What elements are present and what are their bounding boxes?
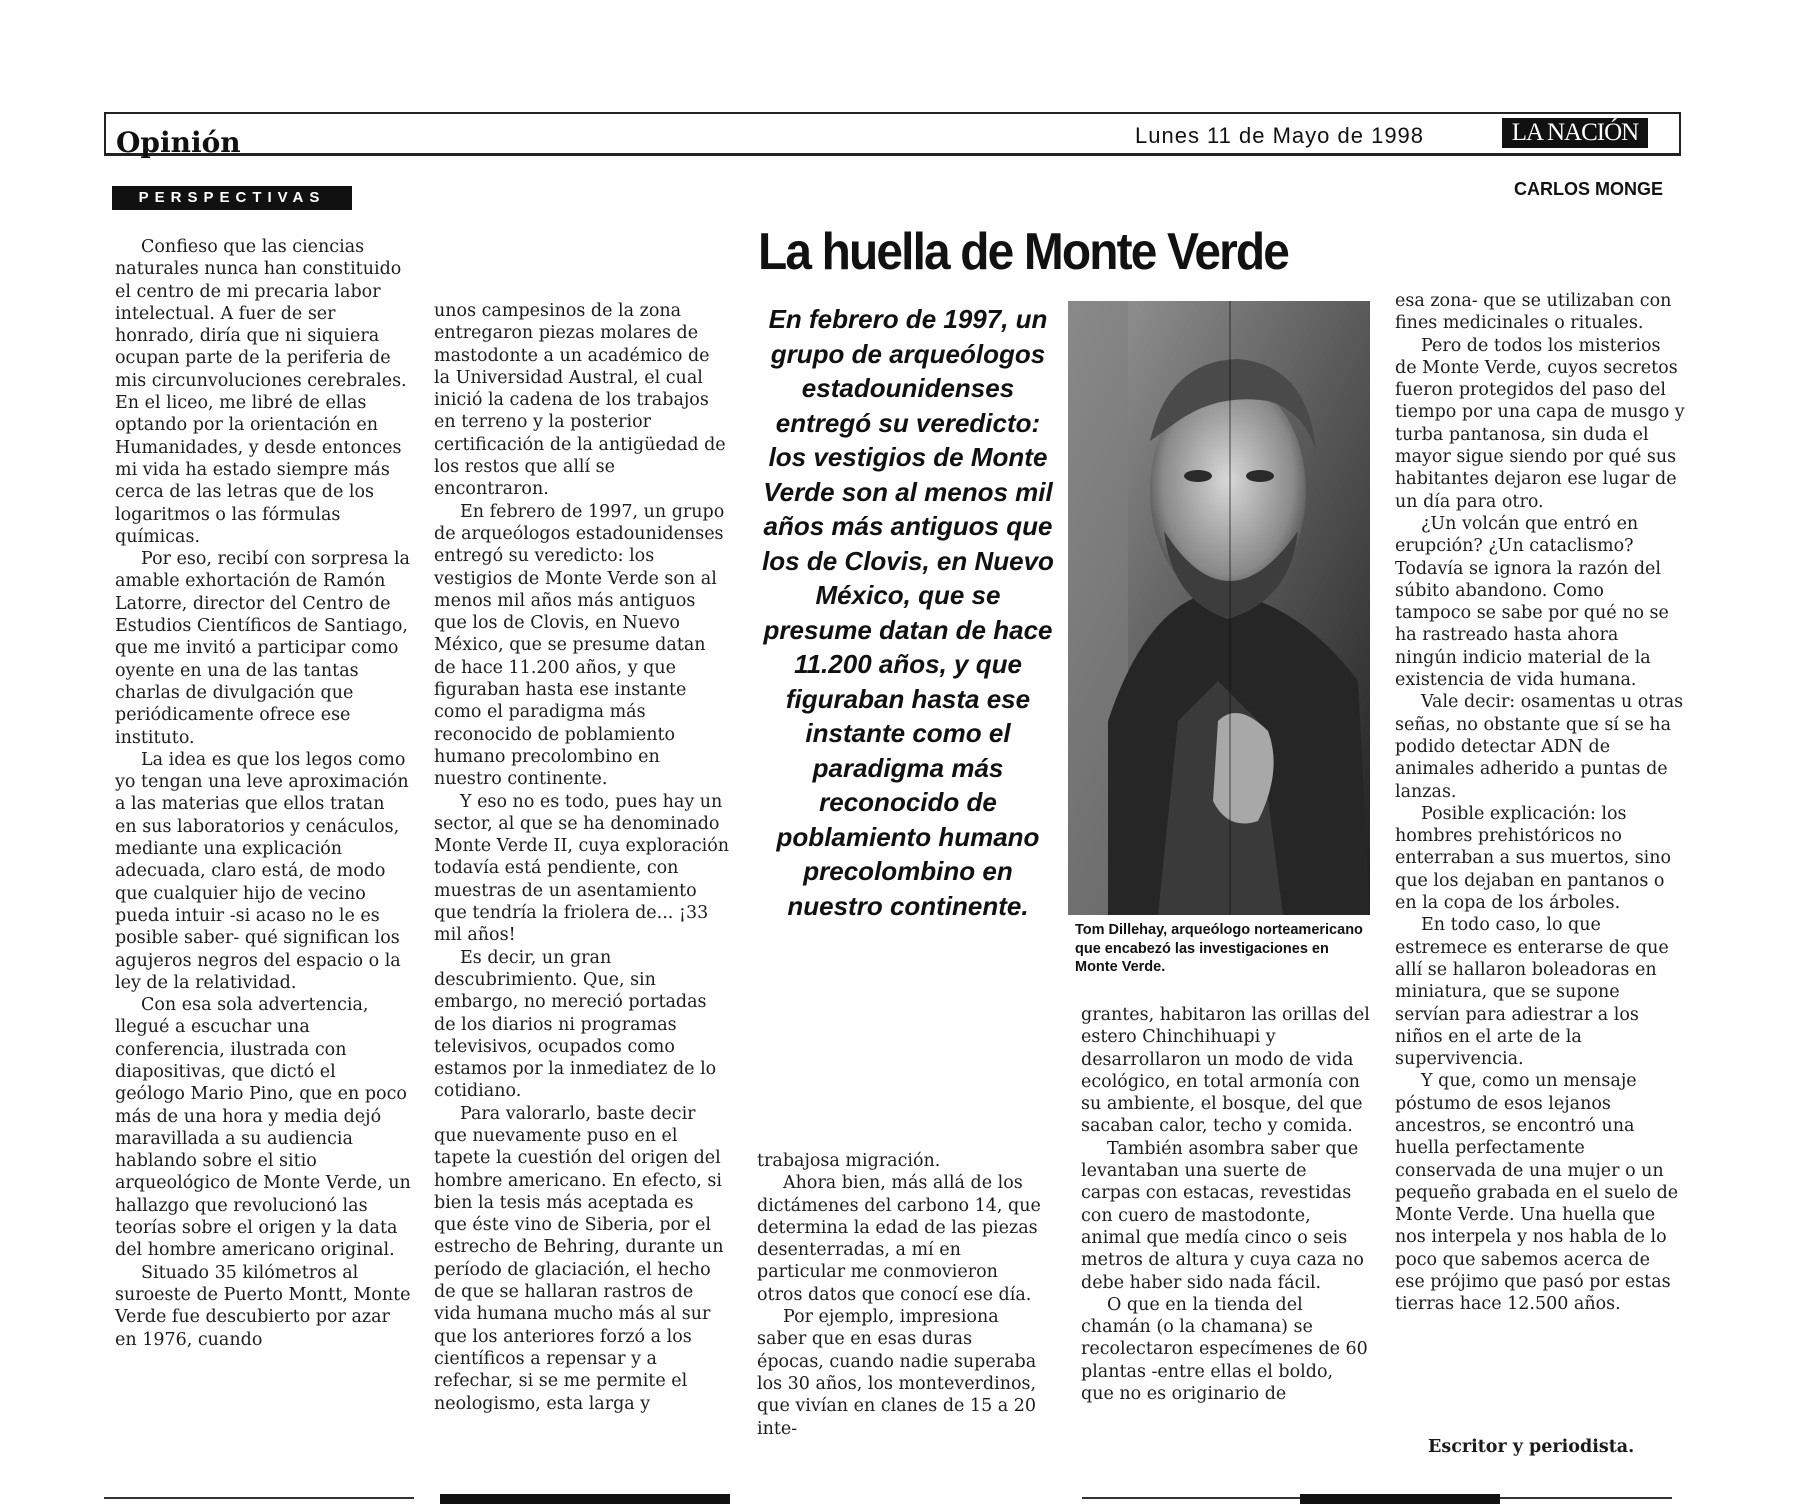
paragraph: La idea es que los legos como yo tengan una leve aproximación a las materias que ellos tratan en sus laboratorios y cenáculos, mediante una explicación adecuada, claro está, de modo que cualquier hijo de vecino pueda intuir -si acaso no le es posible saber- qué significan los agujeros negros del espacio o la ley de la relatividad.	[115, 749, 409, 993]
column-2	[434, 300, 730, 1415]
paragraph: Y que, como un mensaje póstumo de esos lejanos ancestros, se encontró una huella perfectamente conservada de una mujer o un pequeño grabada en el suelo de Monte Verde. Una huella que nos interpela y nos habla de lo poco que sabemos acerca de ese prójimo que pasó por estas tierras hace 12.500 años.	[1395, 1071, 1679, 1315]
column-4	[1081, 1004, 1371, 1405]
author-signoff: Escritor y periodista.	[1428, 1437, 1635, 1457]
photo-caption: Tom Dillehay, arqueólogo norteamericano que encabezó las investigaciones en Monte Verde.	[1075, 922, 1363, 975]
paragraph: esa zona- que se utilizaban con fines medicinales o rituales.	[1395, 291, 1672, 334]
column-5	[1395, 290, 1685, 1316]
bottom-divider	[104, 1497, 414, 1499]
paragraph: unos campesinos de la zona entregaron piezas molares de mastodonte a un académico de la Universidad Austral, el cual inició la cadena de los trabajos en terreno y la posterior certificación de la antigüedad de los restos que allí se encontraron.	[434, 301, 726, 500]
column-1	[115, 236, 411, 1351]
header-bar	[104, 112, 1681, 156]
paragraph: Vale decir: osamentas u otras señas, no obstante que sí se ha podido detectar ADN de animales adherido a puntas de lanzas.	[1395, 692, 1684, 802]
paragraph: Posible explicación: los hombres prehistóricos no enterraban a sus muertos, sino que los dejaban en pantanos o en la copa de los árboles.	[1395, 803, 1672, 914]
headline: La huella de Monte Verde	[758, 223, 1289, 281]
section-kicker: PERSPECTIVAS	[112, 186, 352, 210]
paragraph: Por eso, recibí con sorpresa la amable exhortación de Ramón Latorre, director del Centro de Estudios Científicos de Santiago, que me invitó a participar como oyente en una de las tantas charlas de divulgación que periódicamente ofrece ese instituto.	[115, 549, 410, 748]
paragraph: Pero de todos los misterios de Monte Verde, cuyos secretos fueron protegidos del paso del tiempo por una capa de musgo y turba pantanosa, sin duda el mayor sigue siendo por qué sus habitantes dejaron ese lugar de un día para otro.	[1395, 335, 1685, 512]
portrait-photo-icon	[1068, 301, 1370, 915]
paragraph: Con esa sola advertencia, llegué a escuchar una conferencia, ilustrada con diapositivas, que dictó el geólogo Mario Pino, que en poco más de una hora y media dejó maravillada a su audiencia hablando sobre el sitio arqueológico de Monte Verde, un hallazgo que revolucionó las teorías sobre el origen y la data del hombre americano original.	[115, 995, 411, 1261]
paragraph: Y eso no es todo, pues hay un sector, al que se ha denominado Monte Verde II, cuya exploración todavía está pendiente, con muestras de un asentamiento que tendría la friolera de... ¡33 mil años!	[434, 791, 730, 946]
paragraph: También asombra saber que levantaban una suerte de carpas con estacas, revestidas con cuero de mastodonte, animal que medía cinco o seis metros de altura y cuya caza no debe haber sido nada fácil.	[1081, 1138, 1364, 1293]
paragraph: Para valorarlo, baste decir que nuevamente puso en el tapete la cuestión del origen del hombre americano. En efecto, si bien la tesis más aceptada es que éste vino de Siberia, por el estrecho de Behring, durante un período de glaciación, el hecho de que se hallaran rastros de vida humana mucho más al sur que los anteriores forzó a los científicos a repensar y a refechar, si se me permite el neologismo, esta larga y	[434, 1103, 724, 1414]
pull-quote: En febrero de 1997, un grupo de arqueólogos estadounidenses entregó su veredicto: los vestigios de Monte Verde son al menos mil años más antiguos que los de Clovis, en Nuevo México, que se presume datan de hace 11.200 años, y que figuraban hasta ese instante como el paradigma más reconocido de poblamiento humano precolombino en nuestro continente.	[762, 304, 1054, 921]
paragraph: Ahora bien, más allá de los dictámenes del carbono 14, que determina la edad de las piezas desenterradas, a mí en particular me conmovieron otros datos que conocí ese día.	[757, 1173, 1041, 1305]
next-article-header	[1300, 1494, 1500, 1504]
portrait-photo	[1068, 301, 1370, 915]
publication-date: Lunes 11 de Mayo de 1998	[1135, 123, 1425, 148]
paragraph: O que en la tienda del chamán (o la chamana) se recolectaron especímenes de 60 plantas -entre ellas el boldo, que no es originario de	[1081, 1294, 1368, 1405]
paragraph: ¿Un volcán que entró en erupción? ¿Un cataclismo? Todavía se ignora la razón del súbito abandono. Como tampoco se sabe por qué no se ha rastreado hasta ahora ningún indicio material de la existencia de vida humana.	[1395, 513, 1669, 691]
paragraph: En todo caso, lo que estremece es enterarse de que allí se hallaron boleadoras en miniatura, que se supone servían para adiestrar a los niños en el arte de la supervivencia.	[1395, 915, 1669, 1070]
paragraph: Por ejemplo, impresiona saber que en esas duras épocas, cuando nadie superaba los 30 años, los monteverdinos, que vivían en clanes de 15 a 20 inte-	[757, 1307, 1037, 1439]
newspaper-logo: LA NACIÓN	[1502, 118, 1648, 148]
paragraph: Es decir, un gran descubrimiento. Que, sin embargo, no mereció portadas de los diarios ni programas televisivos, ocupados como estamos por la inmediatez de lo cotidiano.	[434, 947, 717, 1102]
byline: CARLOS MONGE	[1514, 179, 1664, 199]
column-3	[757, 1150, 1043, 1440]
paragraph: Situado 35 kilómetros al suroeste de Puerto Montt, Monte Verde fue descubierto por azar en 1976, cuando	[115, 1262, 411, 1350]
next-article-header	[440, 1494, 730, 1504]
paragraph: grantes, habitaron las orillas del estero Chinchihuapi y desarrollaron un modo de vida ecológico, en total armonía con su ambiente, el bosque, del que sacaban calor, techo y comida.	[1081, 1005, 1370, 1137]
paragraph: En febrero de 1997, un grupo de arqueólogos estadounidenses entregó su veredicto: los vestigios de Monte Verde son al menos mil años más antiguos que los de Clovis, en Nuevo México, que se presume datan de hace 11.200 años, y que figuraban hasta ese instante como el paradigma más reconocido de poblamiento humano precolombino en nuestro continente.	[434, 501, 725, 790]
paragraph: Confieso que las ciencias naturales nunca han constituido el centro de mi precaria labor intelectual. A fuer de ser honrado, diría que ni siquiera ocupan parte de la periferia de mis circunvoluciones cerebrales. En el liceo, me libré de ellas optando por la orientación en Humanidades, y desde entonces mi vida ha estado siempre más cerca de las letras que de los logaritmos o las fórmulas químicas.	[115, 237, 407, 547]
paragraph: trabajosa migración.	[757, 1151, 941, 1171]
section-name: Opinión	[116, 126, 241, 159]
